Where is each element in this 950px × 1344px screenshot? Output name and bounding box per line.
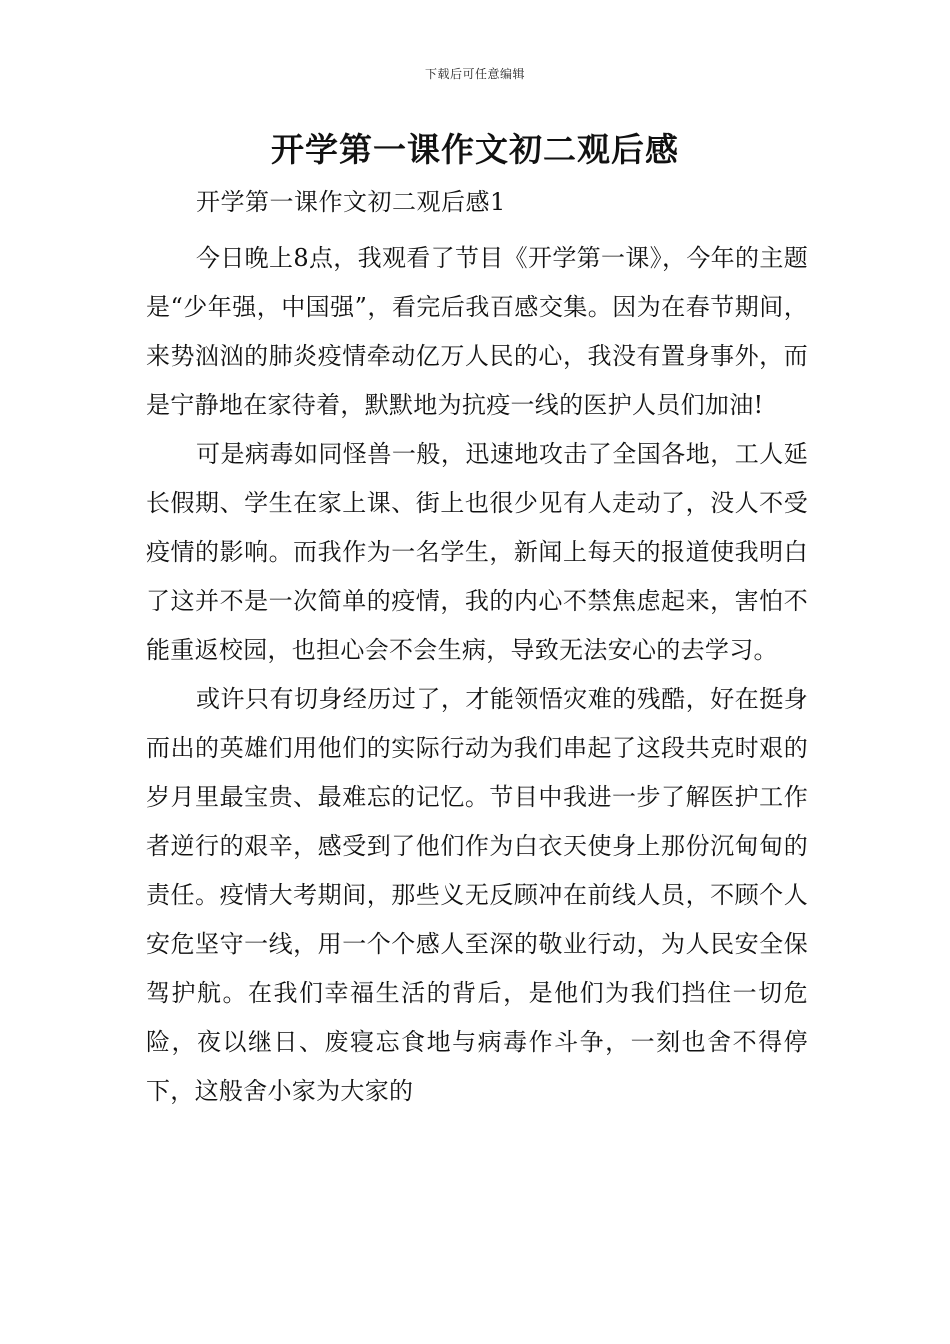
header-note: 下载后可任意编辑 [424, 67, 525, 81]
document-title: 开学第一课作文初二观后感 [271, 130, 679, 169]
paragraph-1: 今日晚上8点，我观看了节目《开学第一课》，今年的主题是“少年强，中国强”，看完后我百感交集。因为在春节期间，来势汹汹的肺炎疫情牵动亿万人民的心，我没有置身事外，而是宁静地在家待着，默默地为抗疫一线的医护人员们加油! [146, 244, 808, 419]
document-body [146, 178, 808, 1116]
paragraph-3: 或许只有切身经历过了，才能领悟灾难的残酷，好在挺身而出的英雄们用他们的实际行动为我们串起了这段共克时艰的岁月里最宝贵、最难忘的记忆。节目中我进一步了解医护工作者逆行的艰辛，感受到了他们作为白衣天使身上那份沉甸甸的责任。疫情大考期间，那些义无反顾冲在前线人员，不顾个人安危坚守一线，用一个个感人至深的敬业行动，为人民安全保驾护航。在我们幸福生活的背后，是他们为我们挡住一切危险，夜以继日、废寝忘食地与病毒作斗争，一刻也舍不得停下，这般舍小家为大家的 [146, 685, 808, 1105]
section-subtitle: 开学第一课作文初二观后感1 [196, 188, 506, 216]
paragraph-2: 可是病毒如同怪兽一般，迅速地攻击了全国各地，工人延长假期、学生在家上课、街上也很少见有人走动了，没人不受疫情的影响。而我作为一名学生，新闻上每天的报道使我明白了这并不是一次简单的疫情，我的内心不禁焦虑起来，害怕不能重返校园，也担心会不会生病，导致无法安心的去学习。 [146, 440, 808, 664]
